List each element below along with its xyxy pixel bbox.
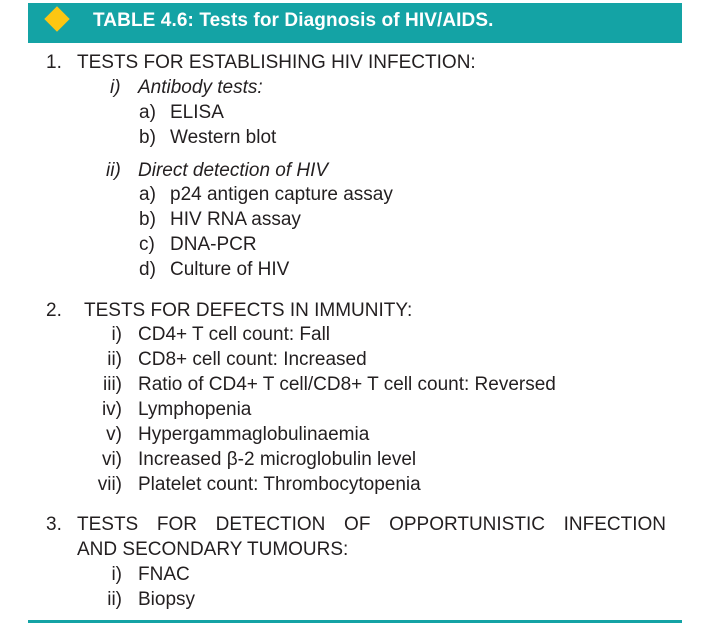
section-3-heading-line-1 (77, 514, 666, 536)
section-2-heading: TESTS FOR DEFECTS IN IMMUNITY: (84, 300, 413, 321)
list-item: Biopsy (138, 589, 196, 610)
list-item-marker: i) (111, 324, 122, 345)
list-item: Increased β-2 microglobulin level (138, 449, 417, 470)
list-item-marker: c) (139, 234, 155, 255)
list-item-marker: d) (139, 259, 156, 280)
heading-word: TESTS (77, 514, 139, 535)
list-item: FNAC (138, 564, 190, 585)
section-1-heading: TESTS FOR ESTABLISHING HIV INFECTION: (77, 52, 476, 73)
list-item: CD8+ cell count: Increased (138, 349, 367, 370)
list-item-marker: v) (106, 424, 122, 445)
list-item-marker: b) (139, 127, 156, 148)
list-item: Ratio of CD4+ T cell/CD8+ T cell count: Reversed (138, 374, 556, 395)
section-1-number: 1. (46, 52, 62, 73)
list-item: p24 antigen capture assay (170, 184, 393, 205)
heading-word: OPPORTUNISTIC (389, 514, 545, 535)
list-item-marker: a) (139, 102, 156, 123)
sub-1-marker: i) (110, 77, 121, 98)
sub-1-label: Antibody tests: (138, 77, 263, 98)
list-item-marker: i) (111, 564, 122, 585)
heading-word: DETECTION (215, 514, 326, 535)
table-title: TABLE 4.6: Tests for Diagnosis of HIV/AIDS. (93, 10, 494, 31)
list-item: HIV RNA assay (170, 209, 301, 230)
list-item-marker: iv) (101, 399, 122, 420)
list-item-marker: iii) (103, 374, 122, 395)
list-item-marker: ii) (107, 589, 122, 610)
list-item-marker: vii) (97, 474, 122, 495)
list-item: ELISA (170, 102, 224, 123)
bottom-rule (28, 620, 682, 623)
list-item: Platelet count: Thrombocytopenia (138, 474, 421, 495)
sub-2-label: Direct detection of HIV (138, 160, 329, 181)
list-item: Lymphopenia (138, 399, 252, 420)
list-item-marker: b) (139, 209, 156, 230)
list-item: CD4+ T cell count: Fall (138, 324, 331, 345)
list-item: DNA-PCR (170, 234, 257, 255)
list-item-marker: ii) (107, 349, 122, 370)
heading-word: OF (344, 514, 371, 535)
section-2-number: 2. (46, 300, 62, 321)
section-3-heading-line-2: AND SECONDARY TUMOURS: (77, 539, 349, 560)
list-item-marker: vi) (101, 449, 122, 470)
list-item: Western blot (170, 127, 277, 148)
heading-word: FOR (156, 514, 197, 535)
list-item: Hypergammaglobulinaemia (138, 424, 370, 445)
list-item: Culture of HIV (170, 259, 290, 280)
section-3-number: 3. (46, 514, 62, 535)
list-item-marker: a) (139, 184, 156, 205)
sub-2-marker: ii) (106, 160, 121, 181)
heading-word: INFECTION (563, 514, 666, 535)
